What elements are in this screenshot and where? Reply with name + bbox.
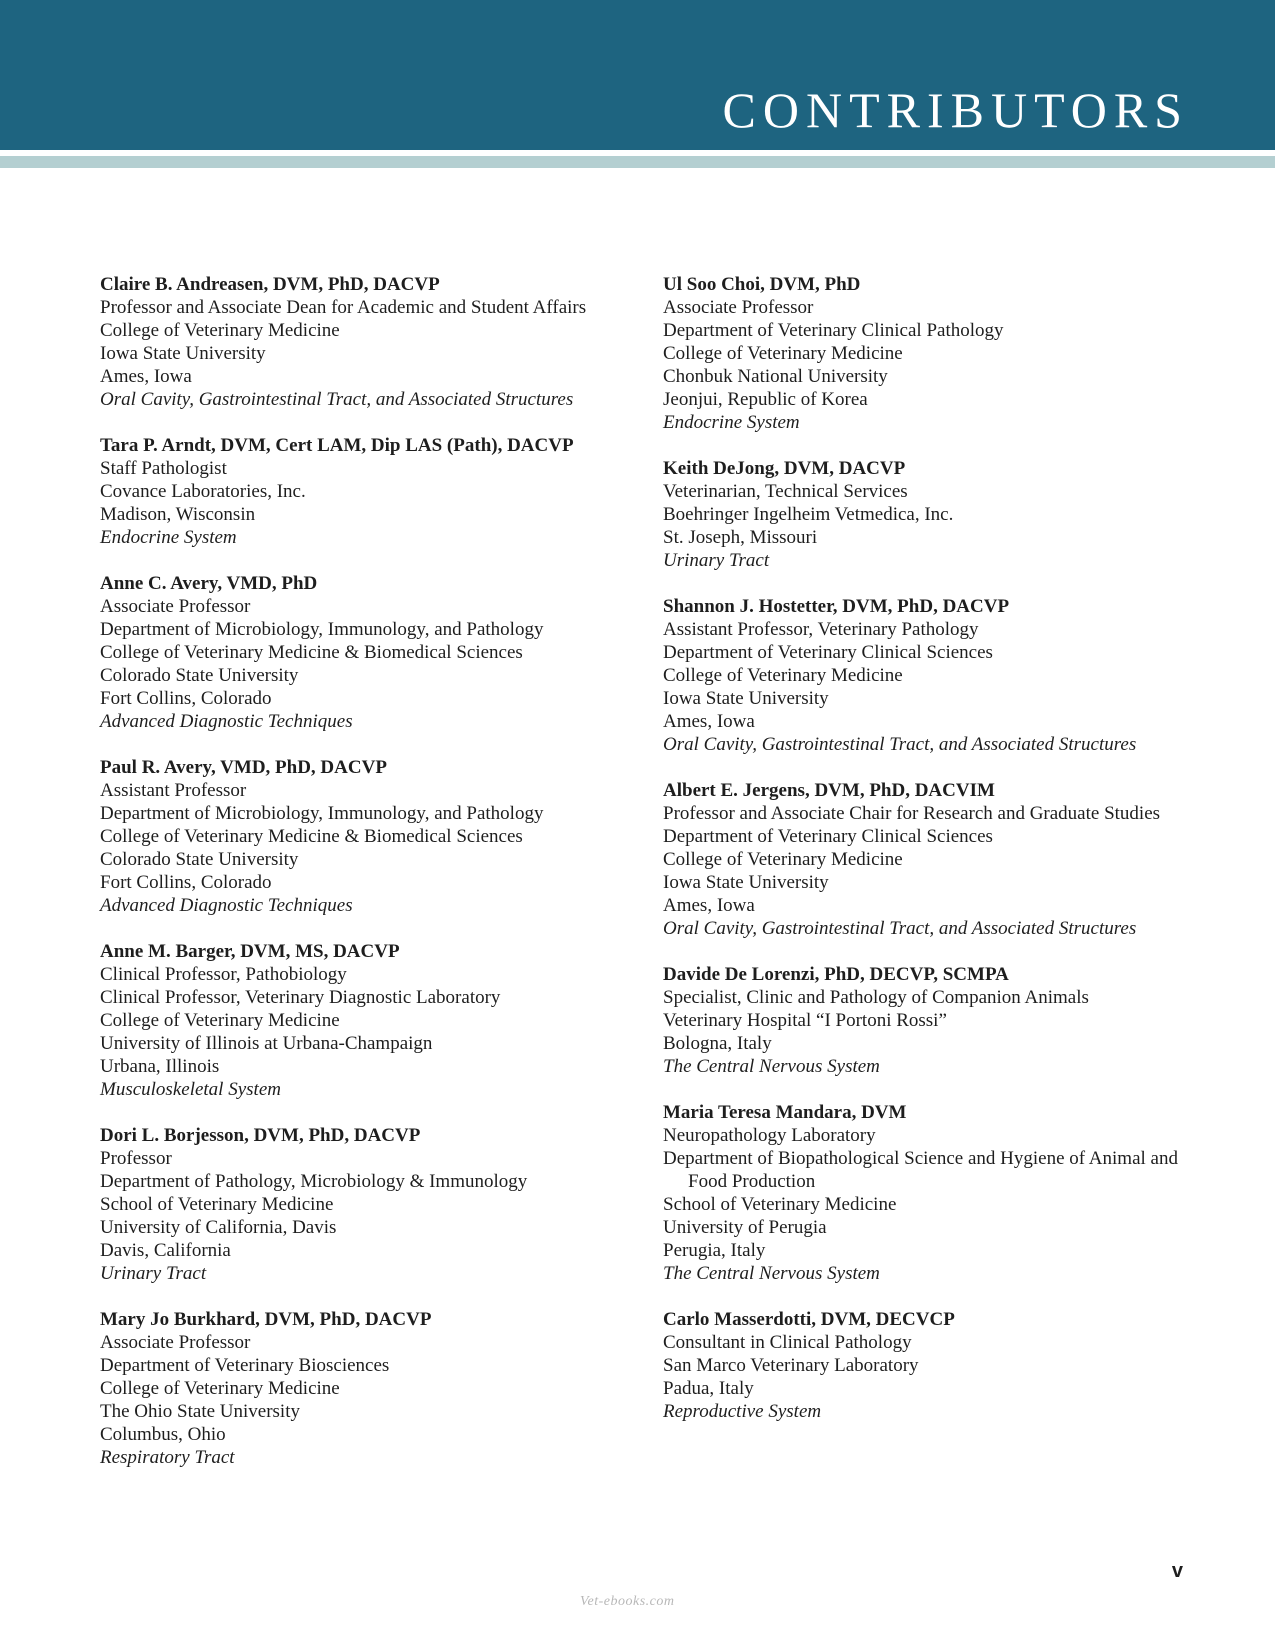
contributor-affiliation-line: Ames, Iowa bbox=[663, 711, 755, 732]
contributor-name: Shannon J. Hostetter, DVM, PhD, DACVP bbox=[663, 596, 1010, 617]
contributor-name: Carlo Masserdotti, DVM, DECVCP bbox=[663, 1309, 955, 1330]
contributor-name: Anne M. Barger, DVM, MS, DACVP bbox=[100, 941, 400, 962]
contributor-affiliation-line: Perugia, Italy bbox=[663, 1240, 766, 1261]
contributor-affiliation-line: Department of Veterinary Clinical Pathology bbox=[663, 320, 1004, 341]
contributor-entry bbox=[663, 273, 1203, 434]
contributor-entry bbox=[100, 273, 660, 411]
contributor-name: Mary Jo Burkhard, DVM, PhD, DACVP bbox=[100, 1309, 432, 1330]
contributor-chapter: Urinary Tract bbox=[100, 1263, 207, 1284]
contributor-affiliation-line: Department of Veterinary Biosciences bbox=[100, 1355, 390, 1376]
contributor-affiliation-line: Colorado State University bbox=[100, 849, 299, 870]
contributor-entry bbox=[663, 779, 1203, 940]
contributor-name: Davide De Lorenzi, PhD, DECVP, SCMPA bbox=[663, 964, 1009, 985]
contributor-affiliation-line: Urbana, Illinois bbox=[100, 1056, 220, 1077]
contributor-affiliation-line: Bologna, Italy bbox=[663, 1033, 772, 1054]
contributor-affiliation-line: College of Veterinary Medicine & Biomedical Sciences bbox=[100, 642, 523, 663]
contributor-affiliation-line: Neuropathology Laboratory bbox=[663, 1125, 876, 1146]
contributor-affiliation-line: College of Veterinary Medicine bbox=[100, 320, 340, 341]
contributor-affiliation-line: Professor bbox=[100, 1148, 172, 1169]
contributors-column-left bbox=[100, 273, 660, 1492]
page-title: CONTRIBUTORS bbox=[722, 82, 1189, 138]
contributors-column-right bbox=[663, 273, 1203, 1446]
contributor-affiliation-line: St. Joseph, Missouri bbox=[663, 527, 818, 548]
contributor-affiliation-line: Covance Laboratories, Inc. bbox=[100, 481, 306, 502]
contributor-affiliation-line: Associate Professor bbox=[100, 596, 251, 617]
contributor-affiliation-line: Iowa State University bbox=[663, 688, 829, 709]
contributor-chapter: Oral Cavity, Gastrointestinal Tract, and Associated Structures bbox=[663, 734, 1137, 755]
contributor-affiliation-line: Padua, Italy bbox=[663, 1378, 754, 1399]
contributor-name: Keith DeJong, DVM, DACVP bbox=[663, 458, 906, 479]
contributor-affiliation-line: Department of Biopathological Science and Hygiene of Animal and Food Production bbox=[663, 1148, 1178, 1192]
contributor-affiliation-line: Department of Pathology, Microbiology & Immunology bbox=[100, 1171, 528, 1192]
contributor-affiliation-line: Veterinarian, Technical Services bbox=[663, 481, 908, 502]
contributor-affiliation-line: Department of Microbiology, Immunology, and Pathology bbox=[100, 803, 544, 824]
contributor-entry bbox=[663, 1101, 1203, 1285]
contributor-affiliation-line: School of Veterinary Medicine bbox=[663, 1194, 897, 1215]
contributor-entry bbox=[100, 756, 660, 917]
contributor-affiliation-line: Iowa State University bbox=[100, 343, 266, 364]
contributor-chapter: Endocrine System bbox=[100, 527, 237, 548]
contributor-chapter: Urinary Tract bbox=[663, 550, 770, 571]
contributor-entry bbox=[100, 434, 660, 549]
contributor-entry bbox=[663, 1308, 1203, 1423]
contributor-affiliation-line: University of Illinois at Urbana-Champaign bbox=[100, 1033, 433, 1054]
contributor-chapter: Advanced Diagnostic Techniques bbox=[100, 895, 353, 916]
contributor-affiliation-line: Colorado State University bbox=[100, 665, 299, 686]
contributor-affiliation-line: College of Veterinary Medicine bbox=[100, 1010, 340, 1031]
contributor-affiliation-line: University of California, Davis bbox=[100, 1217, 337, 1238]
contributor-entry bbox=[100, 1308, 660, 1469]
contributor-entry bbox=[100, 572, 660, 733]
contributor-affiliation-line: College of Veterinary Medicine bbox=[663, 665, 903, 686]
contributor-affiliation-line: Clinical Professor, Veterinary Diagnostic Laboratory bbox=[100, 987, 501, 1008]
contributor-chapter: Advanced Diagnostic Techniques bbox=[100, 711, 353, 732]
contributor-name: Albert E. Jergens, DVM, PhD, DACVIM bbox=[663, 780, 995, 801]
watermark-logo: Vet-ebooks.com bbox=[580, 1594, 675, 1609]
contributor-affiliation-line: Ames, Iowa bbox=[100, 366, 192, 387]
contributor-entry bbox=[663, 595, 1203, 756]
contributor-affiliation-line: Clinical Professor, Pathobiology bbox=[100, 964, 347, 985]
contributor-name: Paul R. Avery, VMD, PhD, DACVP bbox=[100, 757, 387, 778]
contributor-chapter: The Central Nervous System bbox=[663, 1056, 880, 1077]
contributor-affiliation-line: Madison, Wisconsin bbox=[100, 504, 256, 525]
contributor-entry bbox=[100, 940, 660, 1101]
contributor-chapter: Oral Cavity, Gastrointestinal Tract, and Associated Structures bbox=[100, 389, 574, 410]
contributor-chapter: Respiratory Tract bbox=[100, 1447, 235, 1468]
contributor-name: Claire B. Andreasen, DVM, PhD, DACVP bbox=[100, 274, 440, 295]
contributor-affiliation-line: Chonbuk National University bbox=[663, 366, 888, 387]
contributor-affiliation-line: College of Veterinary Medicine & Biomedical Sciences bbox=[100, 826, 523, 847]
contributor-chapter: Reproductive System bbox=[663, 1401, 822, 1422]
contributor-chapter: Oral Cavity, Gastrointestinal Tract, and Associated Structures bbox=[663, 918, 1137, 939]
contributor-affiliation-line: School of Veterinary Medicine bbox=[100, 1194, 334, 1215]
contributor-affiliation-line: Professor and Associate Chair for Research and Graduate Studies bbox=[663, 803, 1161, 824]
contributor-affiliation-line: Davis, California bbox=[100, 1240, 231, 1261]
contributor-entry bbox=[663, 963, 1203, 1078]
contributor-chapter: Endocrine System bbox=[663, 412, 800, 433]
contributor-chapter: Musculoskeletal System bbox=[100, 1079, 281, 1100]
contributor-affiliation-line: Consultant in Clinical Pathology bbox=[663, 1332, 912, 1353]
contributor-affiliation-line: College of Veterinary Medicine bbox=[663, 343, 903, 364]
contributor-affiliation-line: College of Veterinary Medicine bbox=[100, 1378, 340, 1399]
contributor-name: Ul Soo Choi, DVM, PhD bbox=[663, 274, 861, 295]
contributor-affiliation-line: Iowa State University bbox=[663, 872, 829, 893]
contributor-affiliation-line: Ames, Iowa bbox=[663, 895, 755, 916]
contributor-affiliation-line: Boehringer Ingelheim Vetmedica, Inc. bbox=[663, 504, 954, 525]
contributor-affiliation-line: San Marco Veterinary Laboratory bbox=[663, 1355, 919, 1376]
contributor-affiliation-line: Department of Veterinary Clinical Sciences bbox=[663, 826, 993, 847]
contributor-affiliation-line: College of Veterinary Medicine bbox=[663, 849, 903, 870]
contributor-name: Anne C. Avery, VMD, PhD bbox=[100, 573, 318, 594]
contributor-name: Maria Teresa Mandara, DVM bbox=[663, 1102, 907, 1123]
contributor-name: Dori L. Borjesson, DVM, PhD, DACVP bbox=[100, 1125, 421, 1146]
contributor-affiliation-line: Department of Microbiology, Immunology, and Pathology bbox=[100, 619, 544, 640]
contributor-affiliation-line: Columbus, Ohio bbox=[100, 1424, 226, 1445]
contributor-affiliation-line: The Ohio State University bbox=[100, 1401, 300, 1422]
contributor-affiliation-line: Associate Professor bbox=[663, 297, 814, 318]
contributor-affiliation-line: Department of Veterinary Clinical Sciences bbox=[663, 642, 993, 663]
contributor-affiliation-line: Professor and Associate Dean for Academic and Student Affairs bbox=[100, 297, 587, 318]
contributor-affiliation-line: Assistant Professor bbox=[100, 780, 247, 801]
contributor-affiliation-line: Associate Professor bbox=[100, 1332, 251, 1353]
contributor-affiliation-line: Fort Collins, Colorado bbox=[100, 872, 272, 893]
contributor-affiliation-line: University of Perugia bbox=[663, 1217, 827, 1238]
contributor-entry bbox=[663, 457, 1203, 572]
contributor-name: Tara P. Arndt, DVM, Cert LAM, Dip LAS (Path), DACVP bbox=[100, 435, 574, 456]
contributor-affiliation-line: Fort Collins, Colorado bbox=[100, 688, 272, 709]
contributor-affiliation-line: Assistant Professor, Veterinary Pathology bbox=[663, 619, 979, 640]
contributor-entry bbox=[100, 1124, 660, 1285]
contributor-affiliation-line: Specialist, Clinic and Pathology of Companion Animals bbox=[663, 987, 1089, 1008]
page-number: v bbox=[1171, 1560, 1183, 1582]
header-stripe bbox=[0, 156, 1275, 168]
contributor-affiliation-line: Jeonjui, Republic of Korea bbox=[663, 389, 868, 410]
contributor-chapter: The Central Nervous System bbox=[663, 1263, 880, 1284]
contributor-affiliation-line: Veterinary Hospital “I Portoni Rossi” bbox=[663, 1010, 947, 1031]
contributor-affiliation-line: Staff Pathologist bbox=[100, 458, 227, 479]
